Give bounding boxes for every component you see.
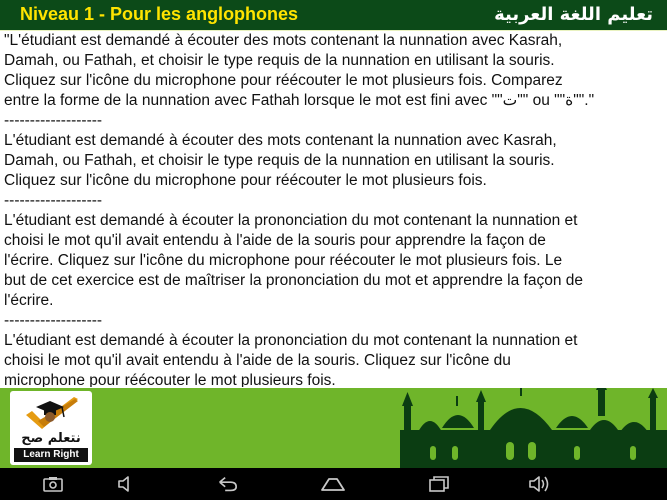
instruction-line: Cliquez sur l'icône du microphone pour réécouter le mot plusieurs fois. — [4, 172, 487, 189]
instruction-line: l'écrire. Cliquez sur l'icône du microphone pour réécouter le mot plusieurs fois. Le — [4, 252, 563, 269]
instruction-paragraph-4 — [4, 331, 661, 387]
instruction-line: choisi le mot qu'il avait entendu à l'aide de la souris pour apprendre la façon de — [4, 232, 546, 249]
screenshot-icon[interactable] — [42, 474, 64, 494]
volume-up-icon[interactable] — [528, 474, 550, 494]
footer-banner — [0, 388, 667, 468]
instruction-line: Damah, ou Fathah, et choisir le type requis de la nunnation en utilisant la souris. — [4, 52, 555, 69]
logo-english-text: Learn Right — [14, 448, 88, 462]
instruction-line: "L'étudiant est demandé à écouter des mots contenant la nunnation avec Kasrah, — [4, 32, 563, 49]
home-icon[interactable] — [320, 474, 346, 494]
instruction-line: L'étudiant est demandé à écouter des mots contenant la nunnation avec Kasrah, — [4, 132, 557, 149]
mosque-silhouette — [0, 388, 667, 468]
instructions-panel[interactable] — [0, 31, 667, 387]
instruction-line: but de cet exercice est de maîtriser la prononciation du mot et apprendre la façon de — [4, 272, 584, 289]
level-title: Niveau 1 - Pour les anglophones — [20, 4, 299, 24]
separator: ------------------- — [4, 312, 103, 329]
learn-right-logo — [10, 391, 92, 465]
separator: ------------------- — [4, 192, 103, 209]
instruction-line: entre la forme de la nunnation avec Fathah lorsque le mot est fini avec ""ت"" ou ""ة""." — [4, 92, 595, 109]
title-bar — [0, 0, 667, 31]
instruction-line: Cliquez sur l'icône du microphone pour réécouter le mot plusieurs fois. Comparez — [4, 72, 563, 89]
instruction-paragraph-3 — [4, 211, 661, 331]
volume-down-icon[interactable] — [115, 474, 137, 494]
instruction-line: l'écrire. — [4, 292, 54, 309]
instruction-paragraph-2 — [4, 131, 661, 211]
instruction-paragraph-1 — [4, 31, 661, 131]
recent-apps-icon[interactable] — [428, 474, 450, 494]
graduation-check-icon — [18, 395, 84, 433]
app-arabic-title: تعليم اللغة العربية — [494, 4, 653, 25]
android-navigation-bar — [0, 468, 667, 500]
separator: ------------------- — [4, 112, 103, 129]
instructions-text — [0, 31, 667, 387]
instruction-line: L'étudiant est demandé à écouter la prononciation du mot contenant la nunnation et — [4, 332, 578, 349]
logo-arabic-text: نتعلم صح — [21, 431, 81, 446]
instruction-line: choisi le mot qu'il avait entendu à l'aide de la souris. Cliquez sur l'icône du — [4, 352, 511, 369]
back-icon[interactable] — [216, 474, 238, 494]
instruction-line: microphone pour réécouter le mot plusieurs fois. — [4, 372, 336, 387]
instruction-line: Damah, ou Fathah, et choisir le type requis de la nunnation en utilisant la souris. — [4, 152, 555, 169]
instruction-line: L'étudiant est demandé à écouter la prononciation du mot contenant la nunnation et — [4, 212, 578, 229]
